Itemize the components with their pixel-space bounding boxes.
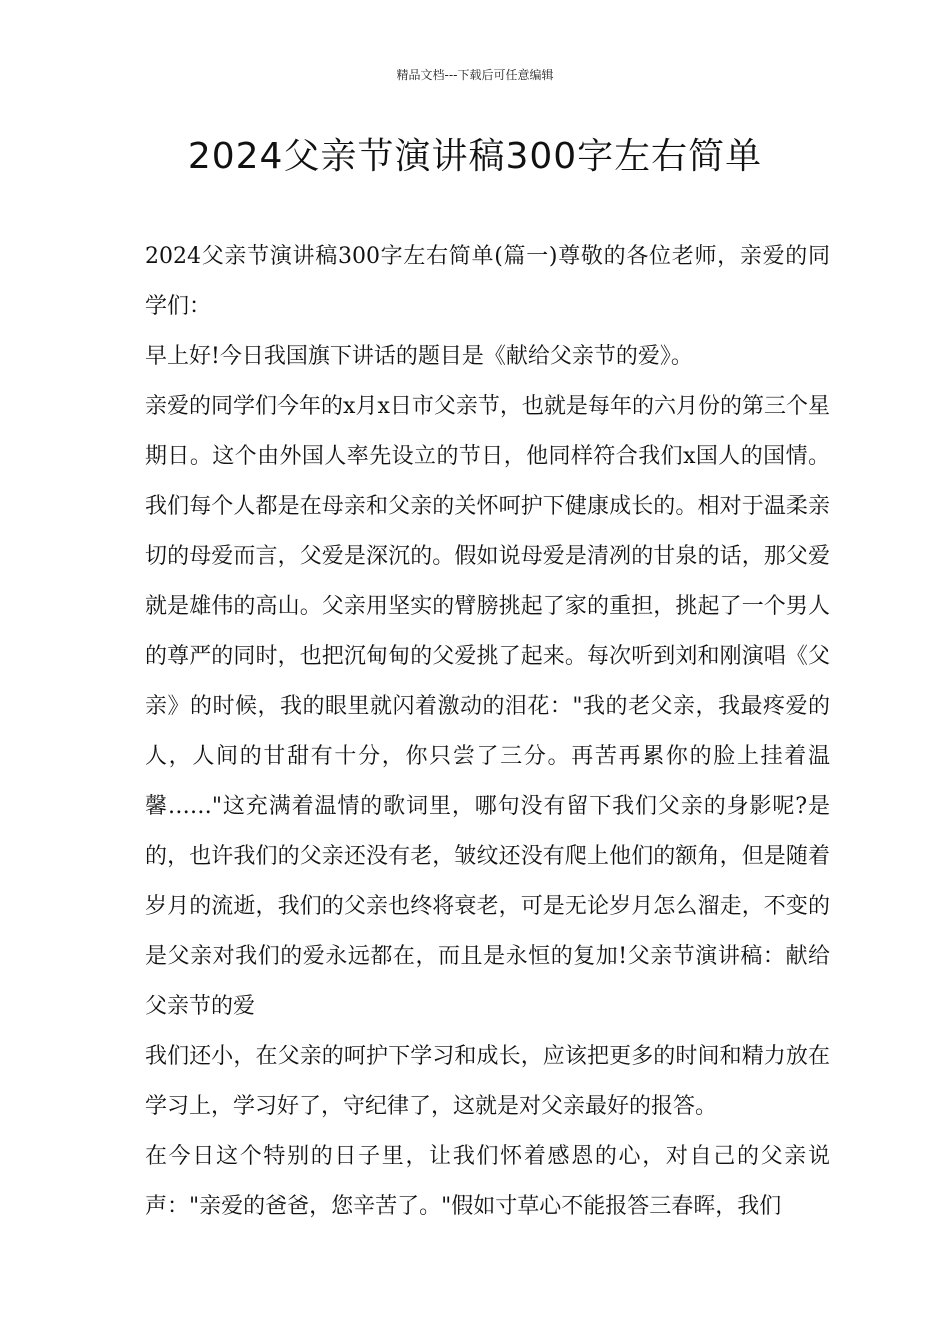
paragraph-gratitude: 在今日这个特别的日子里，让我们怀着感恩的心，对自己的父亲说声："亲爱的爸爸，您辛苦了。"假如寸草心不能报答三春晖，我们 bbox=[145, 1144, 830, 1219]
paragraph-main: 亲爱的同学们今年的x月x日市父亲节，也就是每年的六月份的第三个星期日。这个由外国人率先设立的节日，他同样符合我们x国人的国情。我们每个人都是在母亲和父亲的关怀呵护下健康成长的。相对于温柔亲切的母爱而言，父爱是深沉的。假如说母爱是清冽的甘泉的话，那父爱就是雄伟的高山。父亲用坚实的臂膀挑起了家的重担，挑起了一个男人的尊严的同时，也把沉甸甸的父爱挑了起来。每次听到刘和刚演唱《父亲》的时候，我的眼里就闪着激动的泪花："我的老父亲，我最疼爱的人，人间的甘甜有十分，你只尝了三分。再苦再累你的脸上挂着温馨……"这充满着温情的歌词里，哪句没有留下我们父亲的身影呢?是的，也许我们的父亲还没有老，皱纹还没有爬上他们的额角，但是随着岁月的流逝，我们的父亲也终将衰老，可是无论岁月怎么溜走，不变的是父亲对我们的爱永远都在，而且是永恒的复加!父亲节演讲稿：献给父亲节的爱 bbox=[145, 394, 830, 1019]
document-title: 2024父亲节演讲稿300字左右简单 bbox=[187, 136, 763, 177]
paragraph-study: 我们还小，在父亲的呵护下学习和成长，应该把更多的时间和精力放在学习上，学习好了，守纪律了，这就是对父亲最好的报答。 bbox=[145, 1044, 830, 1119]
header-note: 精品文档---下载后可任意编辑 bbox=[396, 68, 554, 82]
paragraph-intro: 2024父亲节演讲稿300字左右简单(篇一)尊敬的各位老师，亲爱的同学们： bbox=[145, 244, 830, 319]
paragraph-greeting: 早上好!今日我国旗下讲话的题目是《献给父亲节的爱》。 bbox=[145, 344, 693, 369]
document-body bbox=[145, 232, 830, 1232]
